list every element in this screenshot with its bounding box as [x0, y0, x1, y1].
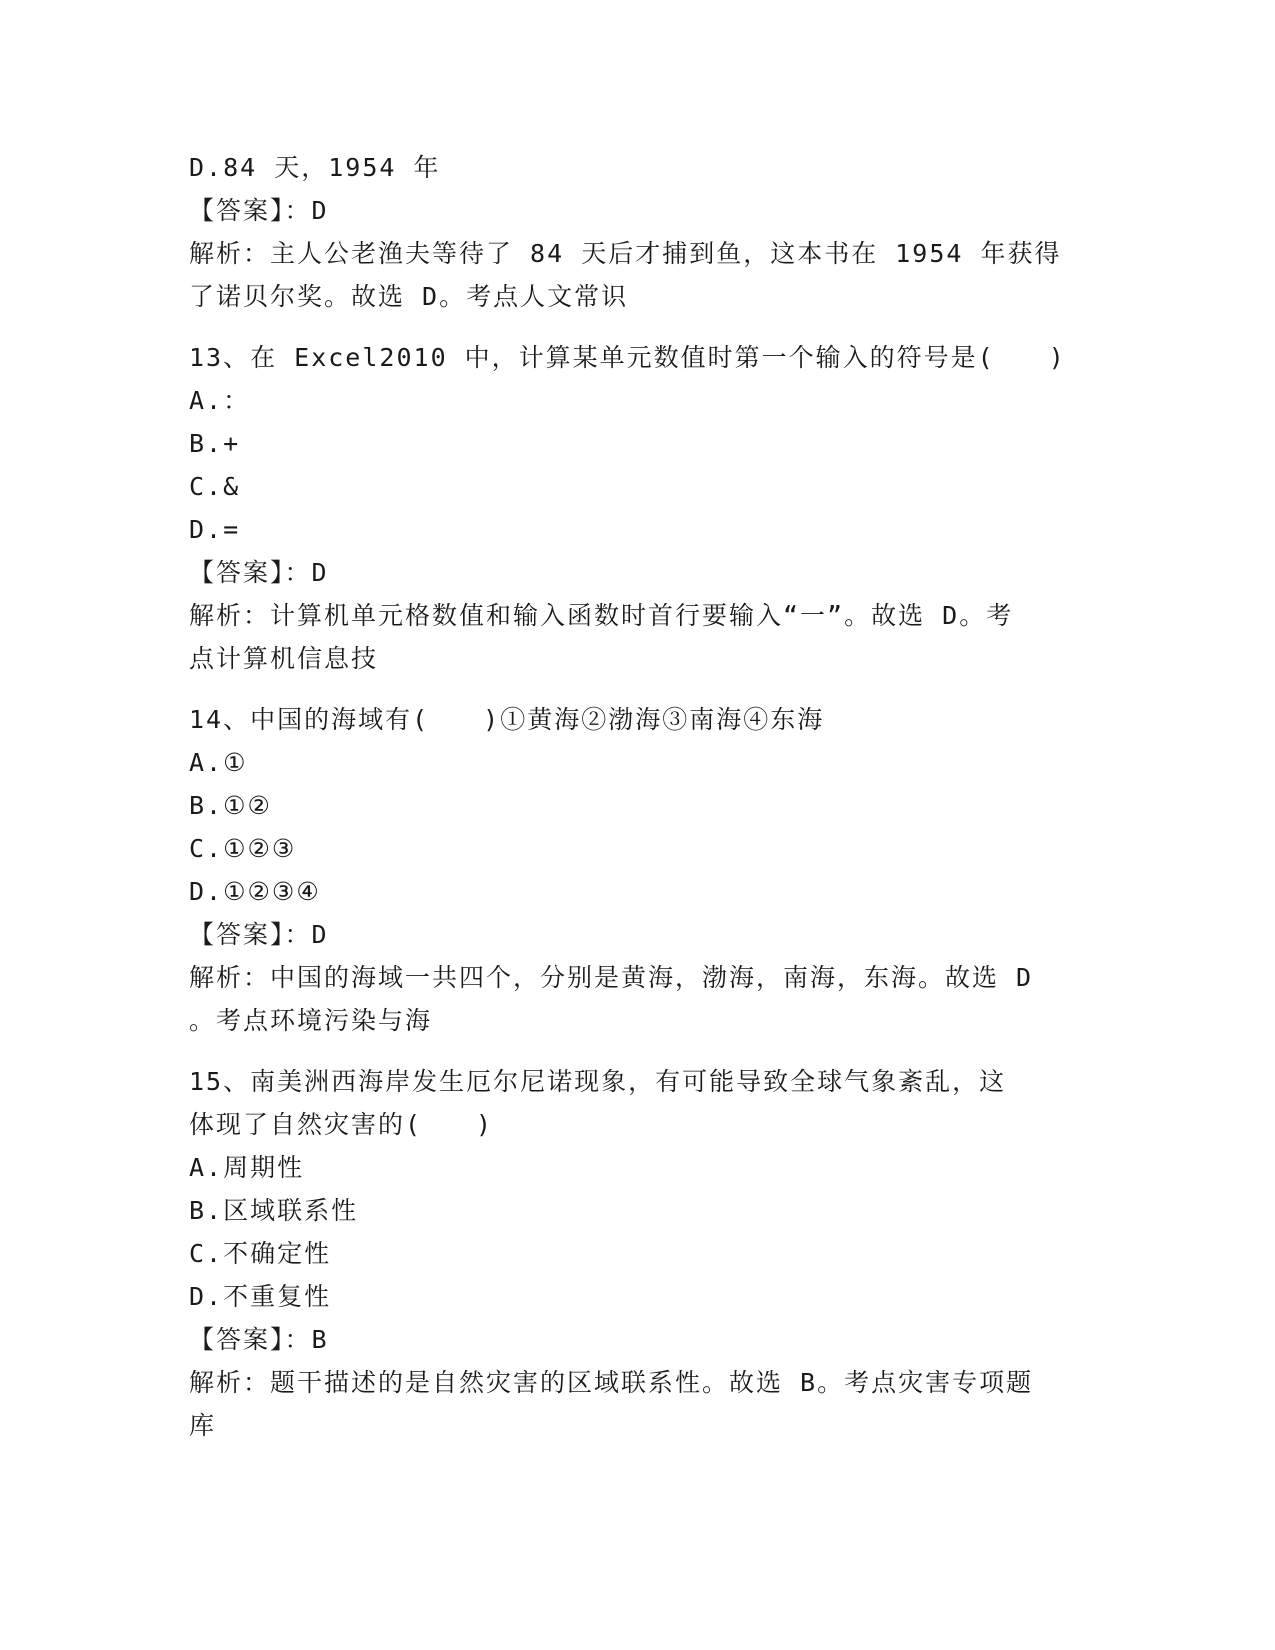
answer: 【答案】：B: [189, 1325, 329, 1354]
spacer: [189, 1042, 1089, 1060]
option-c: C.不确定性: [189, 1239, 332, 1268]
analysis-line: 解析：题干描述的是自然灾害的区域联系性。故选 B。考点灾害专项题: [189, 1368, 1034, 1397]
question-12-tail: [189, 146, 1089, 318]
answer: 【答案】：D: [189, 920, 329, 949]
option-d: D.①②③④: [189, 877, 321, 906]
analysis-line: 解析：中国的海域一共四个，分别是黄海，渤海，南海，东海。故选 D: [189, 963, 1034, 992]
analysis-line: 。考点环境污染与海: [189, 1006, 433, 1035]
spacer: [189, 680, 1089, 698]
question-stem-continued: 体现了自然灾害的( ): [189, 1110, 494, 1139]
option-d: D.不重复性: [189, 1282, 332, 1311]
option-b: B.+: [189, 429, 241, 458]
option-c: C.①②③: [189, 834, 297, 863]
option-a: A.：: [189, 386, 251, 415]
analysis-line: 点计算机信息技: [189, 644, 379, 673]
question-14: [189, 698, 1089, 1042]
spacer: [189, 318, 1089, 336]
analysis-line: 解析：计算机单元格数值和输入函数时首行要输入“一”。故选 D。考: [189, 601, 1014, 630]
option-d: D.84 天，1954 年: [189, 153, 441, 182]
option-a: A.周期性: [189, 1153, 305, 1182]
answer: 【答案】：D: [189, 558, 329, 587]
option-b: B.区域联系性: [189, 1196, 359, 1225]
question-stem: 14、中国的海域有( )①黄海②渤海③南海④东海: [189, 705, 825, 734]
option-d: D.=: [189, 515, 241, 544]
analysis-line: 库: [189, 1411, 217, 1440]
analysis-line: 解析：主人公老渔夫等待了 84 天后才捕到鱼，这本书在 1954 年获得: [189, 239, 1062, 268]
option-a: A.①: [189, 748, 248, 777]
analysis-line: 了诺贝尔奖。故选 D。考点人文常识: [189, 282, 629, 311]
question-15: [189, 1060, 1089, 1447]
document-page: [189, 146, 1089, 1447]
option-c: C.&: [189, 472, 241, 501]
question-13: [189, 336, 1089, 680]
question-stem: 13、在 Excel2010 中，计算某单元数值时第一个输入的符号是( ): [189, 343, 1066, 372]
answer: 【答案】：D: [189, 196, 329, 225]
question-stem: 15、南美洲西海岸发生厄尔尼诺现象，有可能导致全球气象紊乱，这: [189, 1067, 1007, 1096]
option-b: B.①②: [189, 791, 272, 820]
